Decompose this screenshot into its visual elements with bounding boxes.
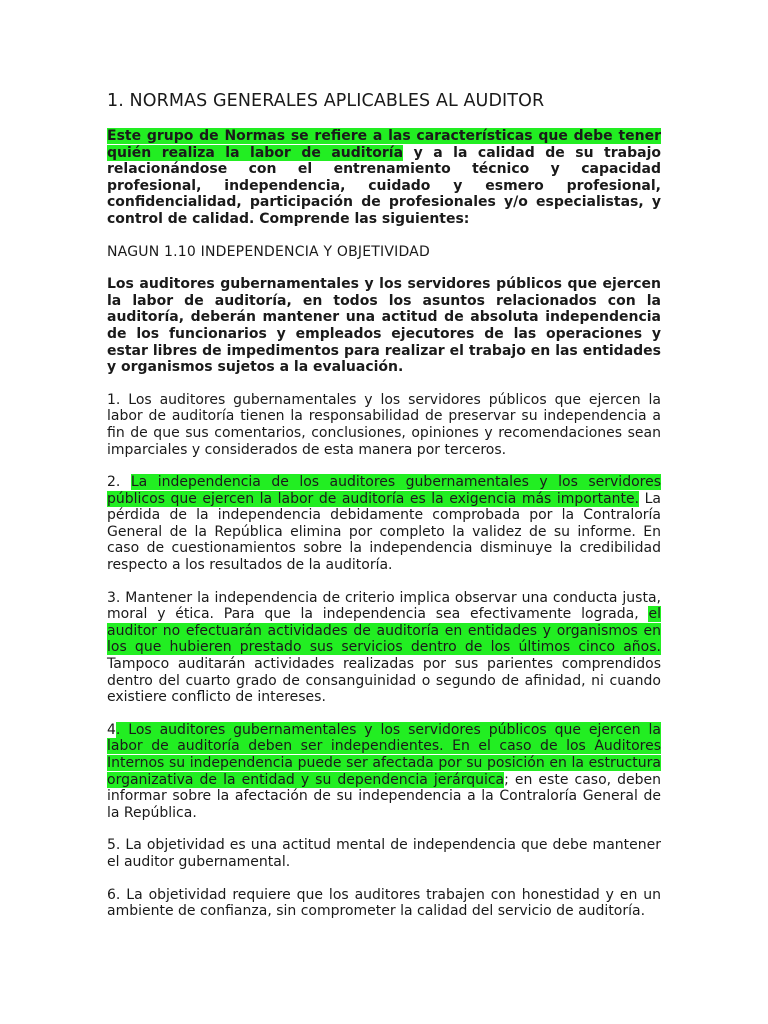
paragraph-1: 1. Los auditores gubernamentales y los servidores públicos que ejercen la labor de auditoría tienen la responsabilidad de preservar su independencia a fin de que sus comentarios, conclusiones, opiniones y recomendaciones sean imparciales y considerados de esta manera por terceros. — [107, 391, 661, 458]
paragraph-4-number: 4 — [107, 721, 116, 738]
intro-text: y a la calidad de su trabajo relacionándose con el entrenamiento técnico y capacidad profesional, independencia, cuidado y esmero profesional, confidencialidad, participación de profesionales y/o especialistas, y control de calidad. Comprende las siguientes: — [107, 144, 661, 227]
paragraph-3-text-end: Tampoco auditarán actividades realizadas por sus parientes comprendidos dentro del cuarto grado de consanguinidad o segundo de afinidad, ni cuando existiere conflicto de intereses. — [107, 656, 661, 706]
paragraph-4-highlight: . Los auditores gubernamentales y los servidores públicos que ejercen la labor de auditoría deben ser independientes. En el caso de los Auditores Internos su independencia puede ser afectada por su posición en la estructura organizativa de la entidad y su dependencia jerárquica — [107, 721, 661, 788]
paragraph-3-highlight: el auditor no efectuarán actividades de auditoría en entidades y organismos en los que hubieren prestado sus servicios dentro de los últimos cinco años. — [107, 606, 661, 656]
section-intro-paragraph: Los auditores gubernamentales y los servidores públicos que ejercen la labor de auditoría, en todos los asuntos relacionados con la auditoría, deberán mantener una actitud de absoluta independencia de los funcionarios y empleados ejecutores de las operaciones y estar libres de impedimentos para realizar el trabajo en las entidades y organismos sujetos a la evaluación. — [107, 276, 661, 376]
section-title: NAGUN 1.10 INDEPENDENCIA Y OBJETIVIDAD — [107, 243, 430, 260]
paragraph-4 — [107, 722, 661, 822]
paragraph-6: 6. La objetividad requiere que los auditores trabajen con honestidad y en un ambiente de confianza, sin comprometer la calidad del servicio de auditoría. — [107, 886, 661, 920]
paragraph-2 — [107, 474, 661, 574]
paragraph-5: 5. La objetividad es una actitud mental de independencia que debe mantener el auditor gubernamental. — [107, 837, 661, 870]
paragraph-3 — [107, 590, 661, 706]
intro-highlight: Este grupo de Normas se refiere a las características que debe tener quién realiza la labor de auditoría — [107, 128, 661, 161]
document-page — [107, 90, 661, 936]
paragraph-2-highlight: La independencia de los auditores gubernamentales y los servidores públicos que ejercen la labor de auditoría es la exigencia más importante. — [107, 474, 661, 507]
paragraph-4-text: ; en este caso, deben informar sobre la afectación de su independencia a la Contraloría General de la República. — [107, 771, 661, 821]
paragraph-3-text-start: 3. Mantener la independencia de criterio implica observar una conducta justa, moral y ética. Para que la independencia sea efectivamente lograda, — [107, 589, 661, 623]
paragraph-2-number: 2. — [107, 474, 131, 491]
page-title: 1. NORMAS GENERALES APLICABLES AL AUDITOR — [107, 91, 545, 111]
paragraph-2-text: La pérdida de la independencia debidamente comprobada por la Contraloría General de la República elimina por completo la validez de su informe. En caso de cuestionamientos sobre la independencia disminuye la credibilidad respecto a los resultados de la auditoría. — [107, 490, 661, 574]
intro-paragraph — [107, 128, 661, 228]
